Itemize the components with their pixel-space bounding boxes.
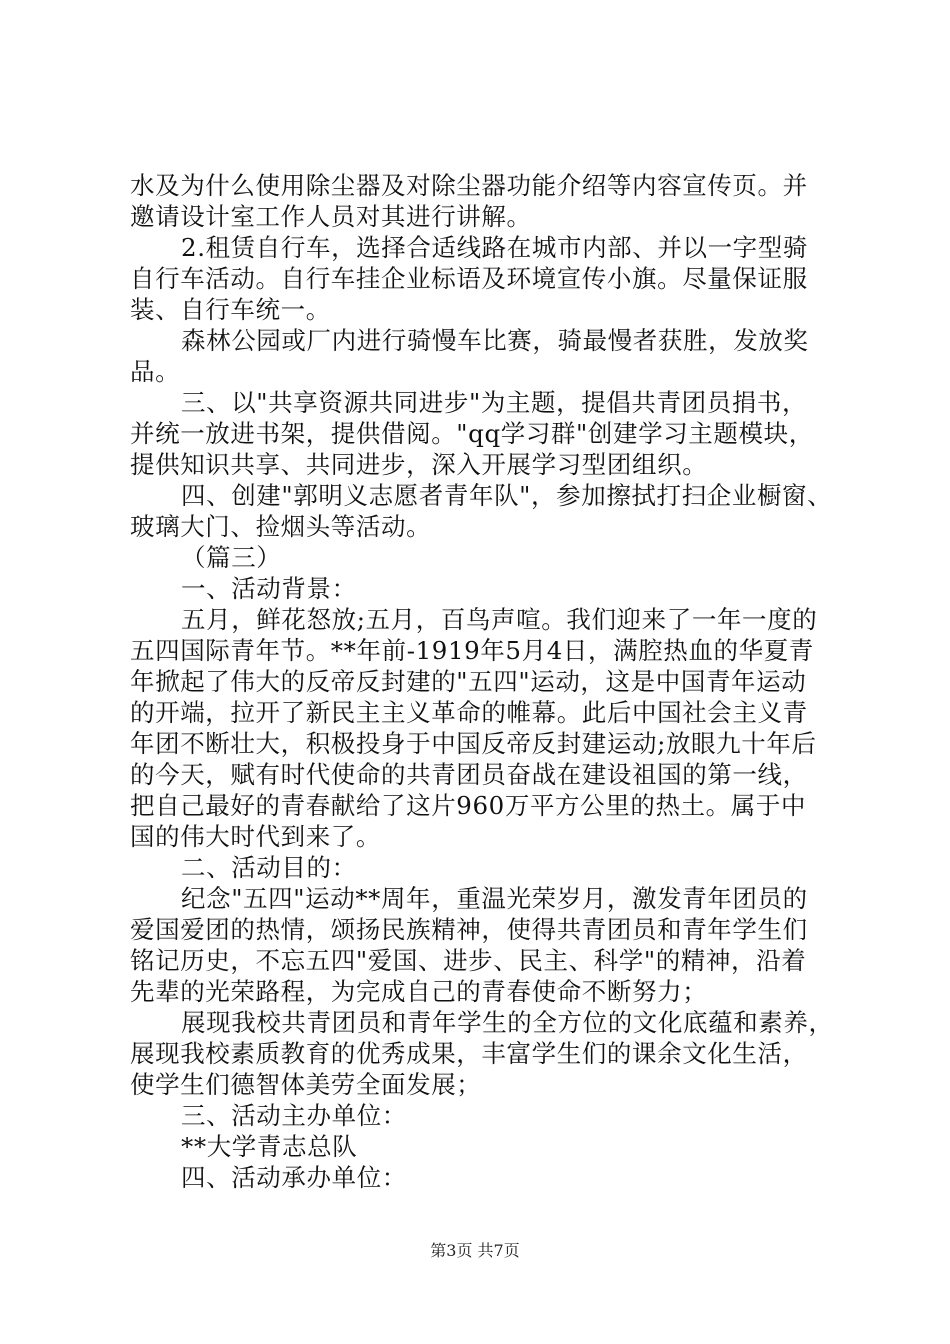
text-line: **大学青志总队	[181, 1132, 358, 1161]
section-heading: 四、活动承办单位：	[181, 1163, 407, 1192]
text-line: 年团不断壮大，积极投身于中国反帝反封建运动;放眼九十年后	[130, 729, 817, 758]
text-line: 三、以"共享资源共同进步"为主题，提倡共青团员捐书，	[181, 388, 808, 417]
section-heading: 一、活动背景：	[181, 574, 357, 603]
text-line: 爱国爱团的热情，颂扬民族精神，使得共青团员和青年学生们	[130, 915, 808, 944]
text-line: 年掀起了伟大的反帝反封建的"五四"运动，这是中国青年运动	[130, 667, 807, 696]
text-line: 自行车活动。自行车挂企业标语及环境宣传小旗。尽量保证服	[130, 264, 808, 293]
section-heading: 三、活动主办单位：	[181, 1101, 407, 1130]
text-line: 装、自行车统一。	[130, 295, 331, 324]
text-line: 国的伟大时代到来了。	[130, 822, 381, 851]
text-line: 的开端，拉开了新民主主义革命的帷幕。此后中国社会主义青	[130, 698, 808, 727]
text-line: 展现我校共青团员和青年学生的全方位的文化底蕴和素养，	[181, 1008, 834, 1037]
text-line: 玻璃大门、捡烟头等活动。	[130, 512, 432, 541]
text-line: 四、创建"郭明义志愿者青年队"，参加擦拭打扫企业橱窗、	[181, 481, 833, 510]
text-line: 纪念"五四"运动**周年，重温光荣岁月，激发青年团员的	[181, 884, 808, 913]
text-line: 把自己最好的青春献给了这片960万平方公里的热土。属于中	[130, 791, 807, 820]
text-line: 五月，鲜花怒放;五月，百鸟声喧。我们迎来了一年一度的	[181, 605, 818, 634]
text-line: 邀请设计室工作人员对其进行讲解。	[130, 202, 532, 231]
text-line: 先辈的光荣路程，为完成自己的青春使命不断努力；	[130, 977, 708, 1006]
text-line: 展现我校素质教育的优秀成果，丰富学生们的课余文化生活，	[130, 1039, 808, 1068]
text-line: 品。	[130, 357, 181, 386]
page-number-footer: 第3页 共7页	[430, 1241, 520, 1260]
text-line: 五四国际青年节。**年前-1919年5月4日，满腔热血的华夏青	[130, 636, 814, 665]
section-heading: （篇三）	[181, 543, 282, 572]
section-heading: 二、活动目的：	[181, 853, 357, 882]
text-line: 水及为什么使用除尘器及对除尘器功能介绍等内容宣传页。并	[130, 171, 808, 200]
text-line: 使学生们德智体美劳全面发展；	[130, 1070, 482, 1099]
text-line: 的今天，赋有时代使命的共青团员奋战在建设祖国的第一线，	[130, 760, 808, 789]
document-body	[130, 170, 842, 1193]
text-line: 铭记历史，不忘五四"爱国、进步、民主、科学"的精神，沿着	[130, 946, 807, 975]
text-line: 2.租赁自行车，选择合适线路在城市内部、并以一字型骑	[181, 233, 808, 262]
text-line: 森林公园或厂内进行骑慢车比赛，骑最慢者获胜，发放奖	[181, 326, 809, 355]
text-line: 并统一放进书架，提供借阅。"qq学习群"创建学习主题模块，	[130, 419, 814, 448]
text-line: 提供知识共享、共同进步，深入开展学习型团组织。	[130, 450, 708, 479]
